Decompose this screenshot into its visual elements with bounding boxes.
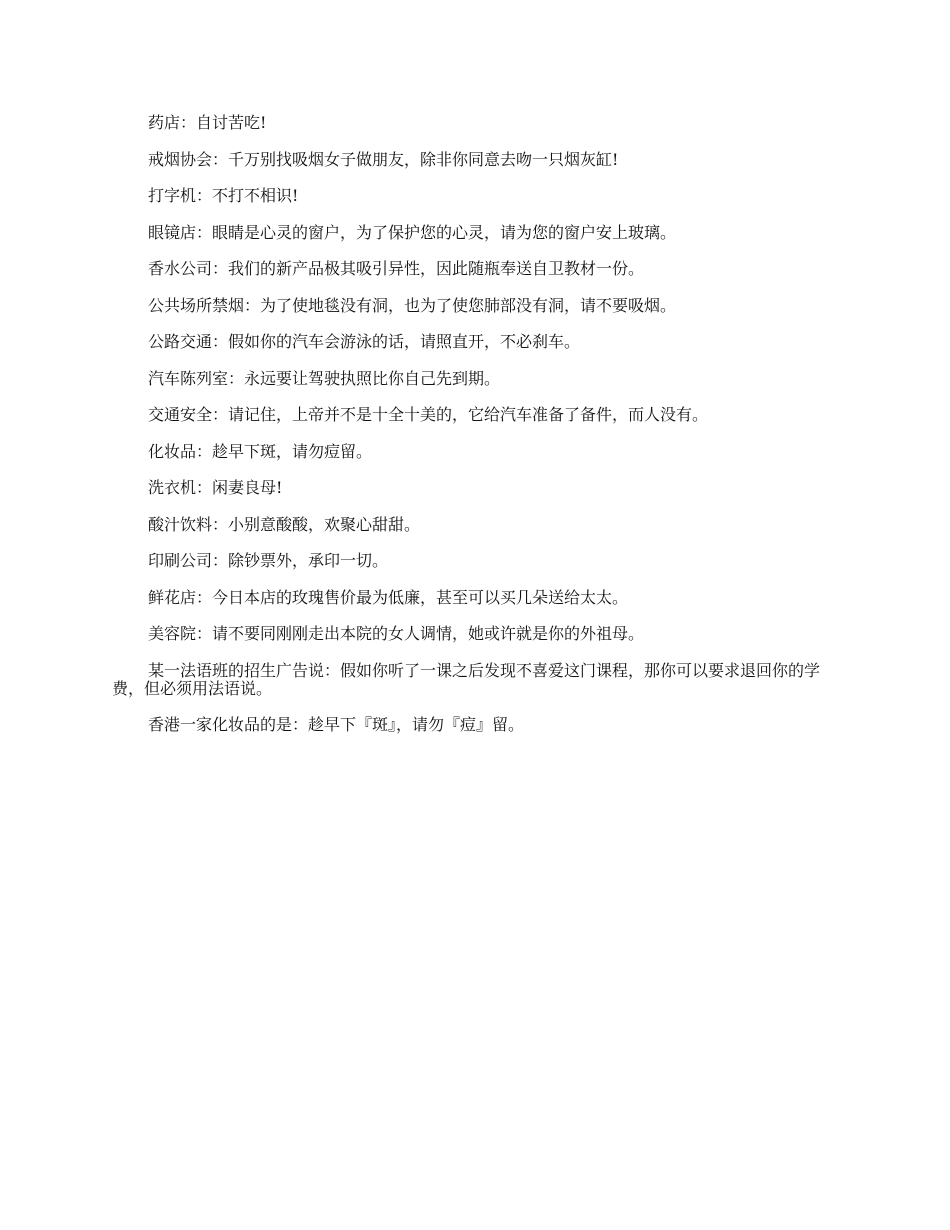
paragraph-pharmacy: 药店：自讨苦吃! (148, 113, 267, 132)
paragraph-washing-machine: 洗衣机：闲妻良母! (148, 478, 283, 497)
paragraph-perfume-company: 香水公司：我们的新产品极其吸引异性，因此随瓶奉送自卫教材一份。 (148, 259, 645, 278)
paragraph-cosmetics: 化妆品：趁早下斑，请勿痘留。 (148, 441, 373, 461)
paragraph-public-smoking-ban: 公共场所禁烟：为了使地毯没有洞，也为了使您肺部没有洞，请不要吸烟。 (148, 295, 677, 315)
paragraph-optician: 眼镜店：眼睛是心灵的窗户，为了保护您的心灵，请为您的窗户安上玻璃。 (148, 222, 677, 242)
paragraph-flower-shop: 鲜花店：今日本店的玫瑰售价最为低廉，甚至可以买几朵送给太太。 (148, 587, 629, 607)
paragraph-sour-juice-drink: 酸汁饮料：小别意酸酸，欢聚心甜甜。 (148, 514, 421, 534)
paragraph-beauty-salon: 美容院：请不要同刚刚走出本院的女人调情，她或许就是你的外祖母。 (148, 624, 645, 643)
paragraph-french-class: 某一法语班的招生广告说：假如你听了一课之后发现不喜爱这门课程，那你可以要求退回你的学费，但必须用法语说。 (112, 660, 821, 698)
paragraph-quit-smoking-association: 戒烟协会：千万别找吸烟女子做朋友，除非你同意去吻一只烟灰缸! (148, 149, 619, 169)
paragraph-typewriter: 打字机：不打不相识! (148, 186, 299, 205)
document-body (112, 114, 842, 753)
paragraph-traffic-safety: 交通安全：请记住，上帝并不是十全十美的，它给汽车准备了备件，而人没有。 (148, 405, 709, 424)
paragraph-printing-company: 印刷公司：除钞票外，承印一切。 (148, 551, 389, 570)
paragraph-road-traffic: 公路交通：假如你的汽车会游泳的话，请照直开，不必刹车。 (148, 332, 581, 351)
paragraph-car-showroom: 汽车陈列室：永远要让驾驶执照比你自己先到期。 (148, 368, 501, 388)
paragraph-hong-kong-cosmetics: 香港一家化妆品的是：趁早下『斑』，请勿『痘』留。 (148, 715, 525, 734)
